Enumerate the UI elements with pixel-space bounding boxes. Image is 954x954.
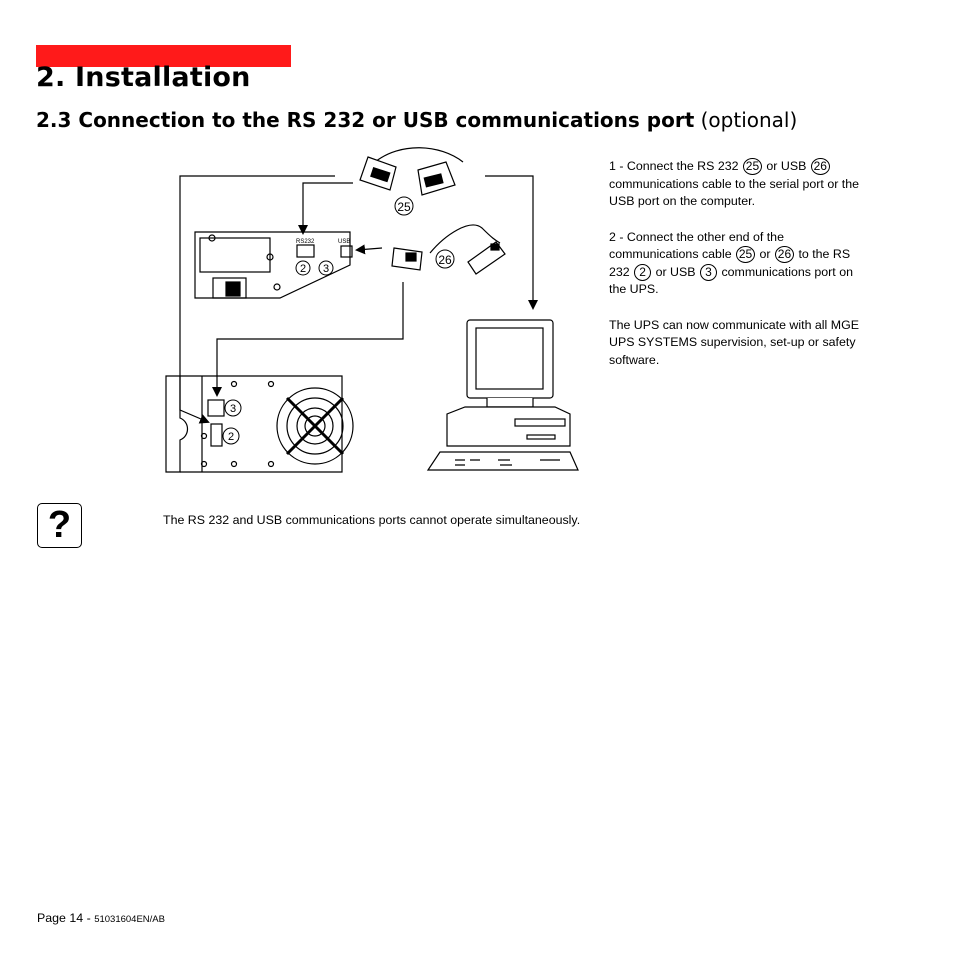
callout-usb-port-upper <box>319 261 333 275</box>
callout-rs232-port-lower <box>223 428 239 444</box>
instruction-step-1 <box>609 158 869 211</box>
computer-illustration <box>428 320 578 470</box>
section-title <box>36 108 797 132</box>
chapter-title: 2. Installation <box>36 62 251 93</box>
connection-diagram <box>160 140 590 485</box>
callout-usb-cable-text: 26 <box>438 253 452 267</box>
rs232-port-label: RS232 <box>296 239 315 245</box>
callout-25-inline-2: 25 <box>736 246 755 263</box>
callout-2-inline: 2 <box>634 264 651 281</box>
step2-suffix: communications port on the UPS. <box>609 264 853 296</box>
step2-mid: to the RS 232 <box>609 247 851 279</box>
callout-rs232-port-lower-text: 2 <box>227 431 235 443</box>
ups-unit-illustration <box>166 376 353 472</box>
callout-26-inline: 26 <box>811 158 830 175</box>
instruction-step-3: The UPS can now communicate with all MGE UPS SYSTEMS supervision, set-up or safety software. <box>609 317 859 367</box>
callout-3-inline: 3 <box>700 264 717 281</box>
step1-suffix: communications cable to the serial port or the USB port on the computer. <box>609 176 860 208</box>
step2-prefix: 2 - Connect the other end of the communications cable <box>609 229 784 261</box>
callout-usb-port-lower-text: 3 <box>229 403 237 415</box>
step2-or-usb: or USB <box>655 264 696 279</box>
callout-usb-port-lower <box>225 400 241 416</box>
document-reference: 51031604EN/AB <box>94 914 165 925</box>
step2-or: or <box>759 247 771 261</box>
callout-rs232-port-upper-text: 2 <box>299 263 307 275</box>
page-number: Page 14 - <box>37 911 91 925</box>
instructions-panel <box>609 158 869 387</box>
callout-26-inline-2: 26 <box>775 246 794 263</box>
section-title-main: 2.3 Connection to the RS 232 or USB communications port <box>36 108 695 132</box>
note-text: The RS 232 and USB communications ports cannot operate simultaneously. <box>163 513 581 527</box>
instruction-step-2 <box>609 229 869 299</box>
question-mark-icon: ? <box>37 503 82 548</box>
callout-rs232-cable <box>395 197 413 215</box>
page-footer <box>37 911 165 925</box>
step1-mid: or USB <box>766 159 807 173</box>
callout-rs232-port-upper <box>296 261 310 275</box>
callout-usb-cable <box>436 250 454 268</box>
callout-usb-port-upper-text: 3 <box>322 263 330 275</box>
section-title-optional: (optional) <box>694 108 798 132</box>
usb-port-label: USB <box>338 239 351 245</box>
callout-25-inline: 25 <box>743 158 762 175</box>
step1-prefix: 1 - Connect the RS 232 <box>609 159 739 173</box>
rs232-cable-illustration <box>360 148 463 195</box>
callout-rs232-cable-text: 25 <box>397 200 411 214</box>
